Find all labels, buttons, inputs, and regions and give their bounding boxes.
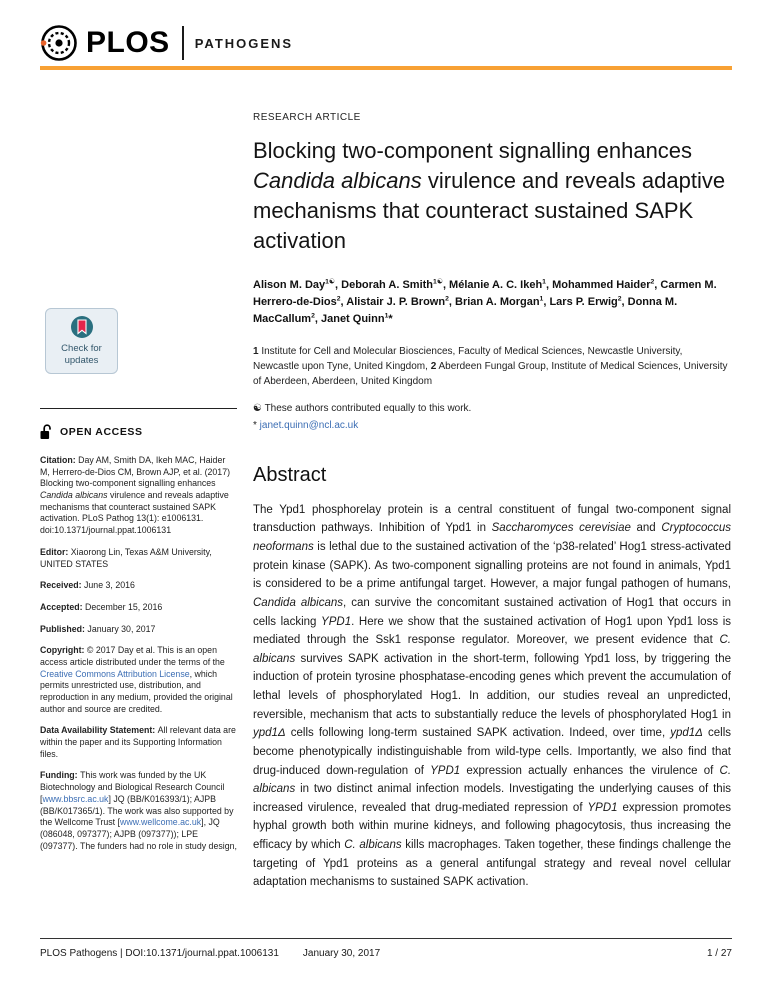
check-for-updates-badge[interactable] [45, 308, 118, 374]
citation-note: Citation: Day AM, Smith DA, Ikeh MAC, Haider M, Herrero-de-Dios CM, Brown AJP, et al. (2017) Blocking two-component signalling enhances Candida albicans virulence and reveals adaptive mechanisms that counteract sustained SAPK activation. PLoS Pathog 13(1): e1006131. doi:10.1371/journal.ppat.1006131 [40, 455, 231, 536]
logo-divider [182, 26, 184, 60]
open-access-row [40, 424, 237, 440]
sidebar [40, 408, 237, 862]
abstract-text: The Ypd1 phosphorelay protein is a central constituent of fungal two-component signal transduction pathways. Inhibition of Ypd1 in Saccharomyces cerevisiae and Cryptococcus neoformans is lethal due to the sustained activation of the ‘p38-related’ Hog1 stress-activated protein kinase (SAPK). As two-component signalling proteins are not found in animals, Ypd1 is considered to be a prime antifungal target. However, a major fungal pathogen of humans, Candida albicans, can survive the concomitant sustained activation of Hog1 that occurs in cells lacking YPD1. Here we show that the sustained activation of Hog1 upon Ypd1 loss is mediated through the Ssk1 response regulator. Moreover, we present evidence that C. albicans survives SAPK activation in the short-term, following Ypd1 loss, by triggering the induction of protein tyrosine phosphatase-encoding genes which prevent the accumulation of lethal levels of phosphorylated Hog1. In addition, our studies reveal an unpredicted, reversible, mechanism that acts to substantially reduce the levels of phosphorylated Hog1 in ypd1Δ cells following long-term sustained SAPK activation. Indeed, over time, ypd1Δ cells become phenotypically indistinguishable from wild-type cells. Importantly, we also find that drug-induced down-regulation of YPD1 expression actually enhances the virulence of C. albicans in two distinct animal infection models. Investigating the underlying causes of this increased virulence, revealed that drug-mediated repression of YPD1 expression promotes hyphal growth both within murine kidneys, and following phagocytosis, thus increasing the efficacy by which C. albicans kills macrophages. Taken together, these findings challenge the targeting of Ypd1 proteins as a general antifungal strategy and reveal novel cellular adaptation mechanisms to sustained SAPK activation. [253, 503, 732, 889]
page-footer [40, 938, 732, 959]
footer-rule [40, 938, 732, 939]
abstract-heading: Abstract [253, 463, 327, 486]
footer-date: January 30, 2017 [302, 948, 381, 959]
equal-contribution-note: ☯ These authors contributed equally to this work. [253, 402, 472, 414]
funding-note: Funding: This work was funded by the UK Biotechnology and Biological Research Council [www.bbsrc.ac.uk] JQ (BB/K016393/1); AJPB (BB/K017365/1). The work was also supported by the Wellcome Trust [www.wellcome.ac.uk], JQ (086048, 097377); AJPB (097377)); LPE (097377). The funders had no role in study design, [40, 770, 237, 851]
copyright-note: Copyright: © 2017 Day et al. This is an open access article distributed under the terms of the Creative Commons Attribution License, which permits unrestricted use, distribution, and reproduction in any medium, provided the original author and source are credited. [40, 645, 233, 714]
plos-brand-text: PLOS [86, 26, 170, 59]
data-availability-note: Data Availability Statement: All relevant data are within the paper and its Supporting Information files. [40, 725, 236, 759]
header-rule [40, 66, 732, 70]
bbsrc-link[interactable]: www.bbsrc.ac.uk [42, 793, 109, 804]
creative-commons-license-link[interactable]: Creative Commons Attribution License [40, 668, 190, 679]
corresponding-author-note: * janet.quinn@ncl.ac.uk [253, 420, 359, 432]
open-lock-icon [40, 424, 53, 440]
editor-note: Editor: Xiaorong Lin, Texas A&M University, UNITED STATES [40, 546, 212, 569]
wellcome-link[interactable]: www.wellcome.ac.uk [120, 817, 202, 828]
page-number: 1 / 27 [706, 948, 732, 959]
footer-citation: PLOS Pathogens | DOI:10.1371/journal.ppat.1006131 [40, 948, 279, 959]
published-date: Published: January 30, 2017 [40, 623, 156, 634]
plos-logo [40, 24, 293, 62]
accepted-date: Accepted: December 15, 2016 [40, 601, 163, 612]
author-list: Alison M. Day$^{1☯}$, Deborah A. Smith$^{1☯}$, Mélanie A. C. Ikeh$^1$, Mohammed Haider$^2$, Carmen M. Herrero-de-Dios$^2$, Alistair J. P. Brown$^2$, Brian A. Morgan$^1$, Lars P. Erwig$^2$, Donna M. MacCallum$^2$, Janet Quinn$^1$* [253, 277, 717, 325]
crossmark-icon [70, 315, 94, 339]
plos-logo-icon [40, 24, 78, 62]
affiliation-list: 1 Institute for Cell and Molecular Biosciences, Faculty of Medical Sciences, Newcastle University, Newcastle upon Tyne, United Kingdom, 2 Aberdeen Fungal Group, Institute of Medical Sciences, University of Aberdeen, Aberdeen, United Kingdom [253, 345, 728, 387]
received-date: Received: June 3, 2016 [40, 580, 135, 591]
article-title: Blocking two-component signalling enhances Candida albicans virulence and reveals adaptive mechanisms that counteract sustained SAPK activation [253, 138, 726, 253]
article-type-label: RESEARCH ARTICLE [253, 112, 361, 123]
sidebar-rule [40, 408, 237, 409]
open-access-label: OPEN ACCESS [60, 426, 143, 438]
article-main [253, 112, 731, 892]
corresponding-email-link[interactable]: janet.quinn@ncl.ac.uk [259, 420, 359, 432]
journal-name: PATHOGENS [194, 35, 294, 51]
check-for-updates-label: Check for updates [61, 343, 102, 366]
